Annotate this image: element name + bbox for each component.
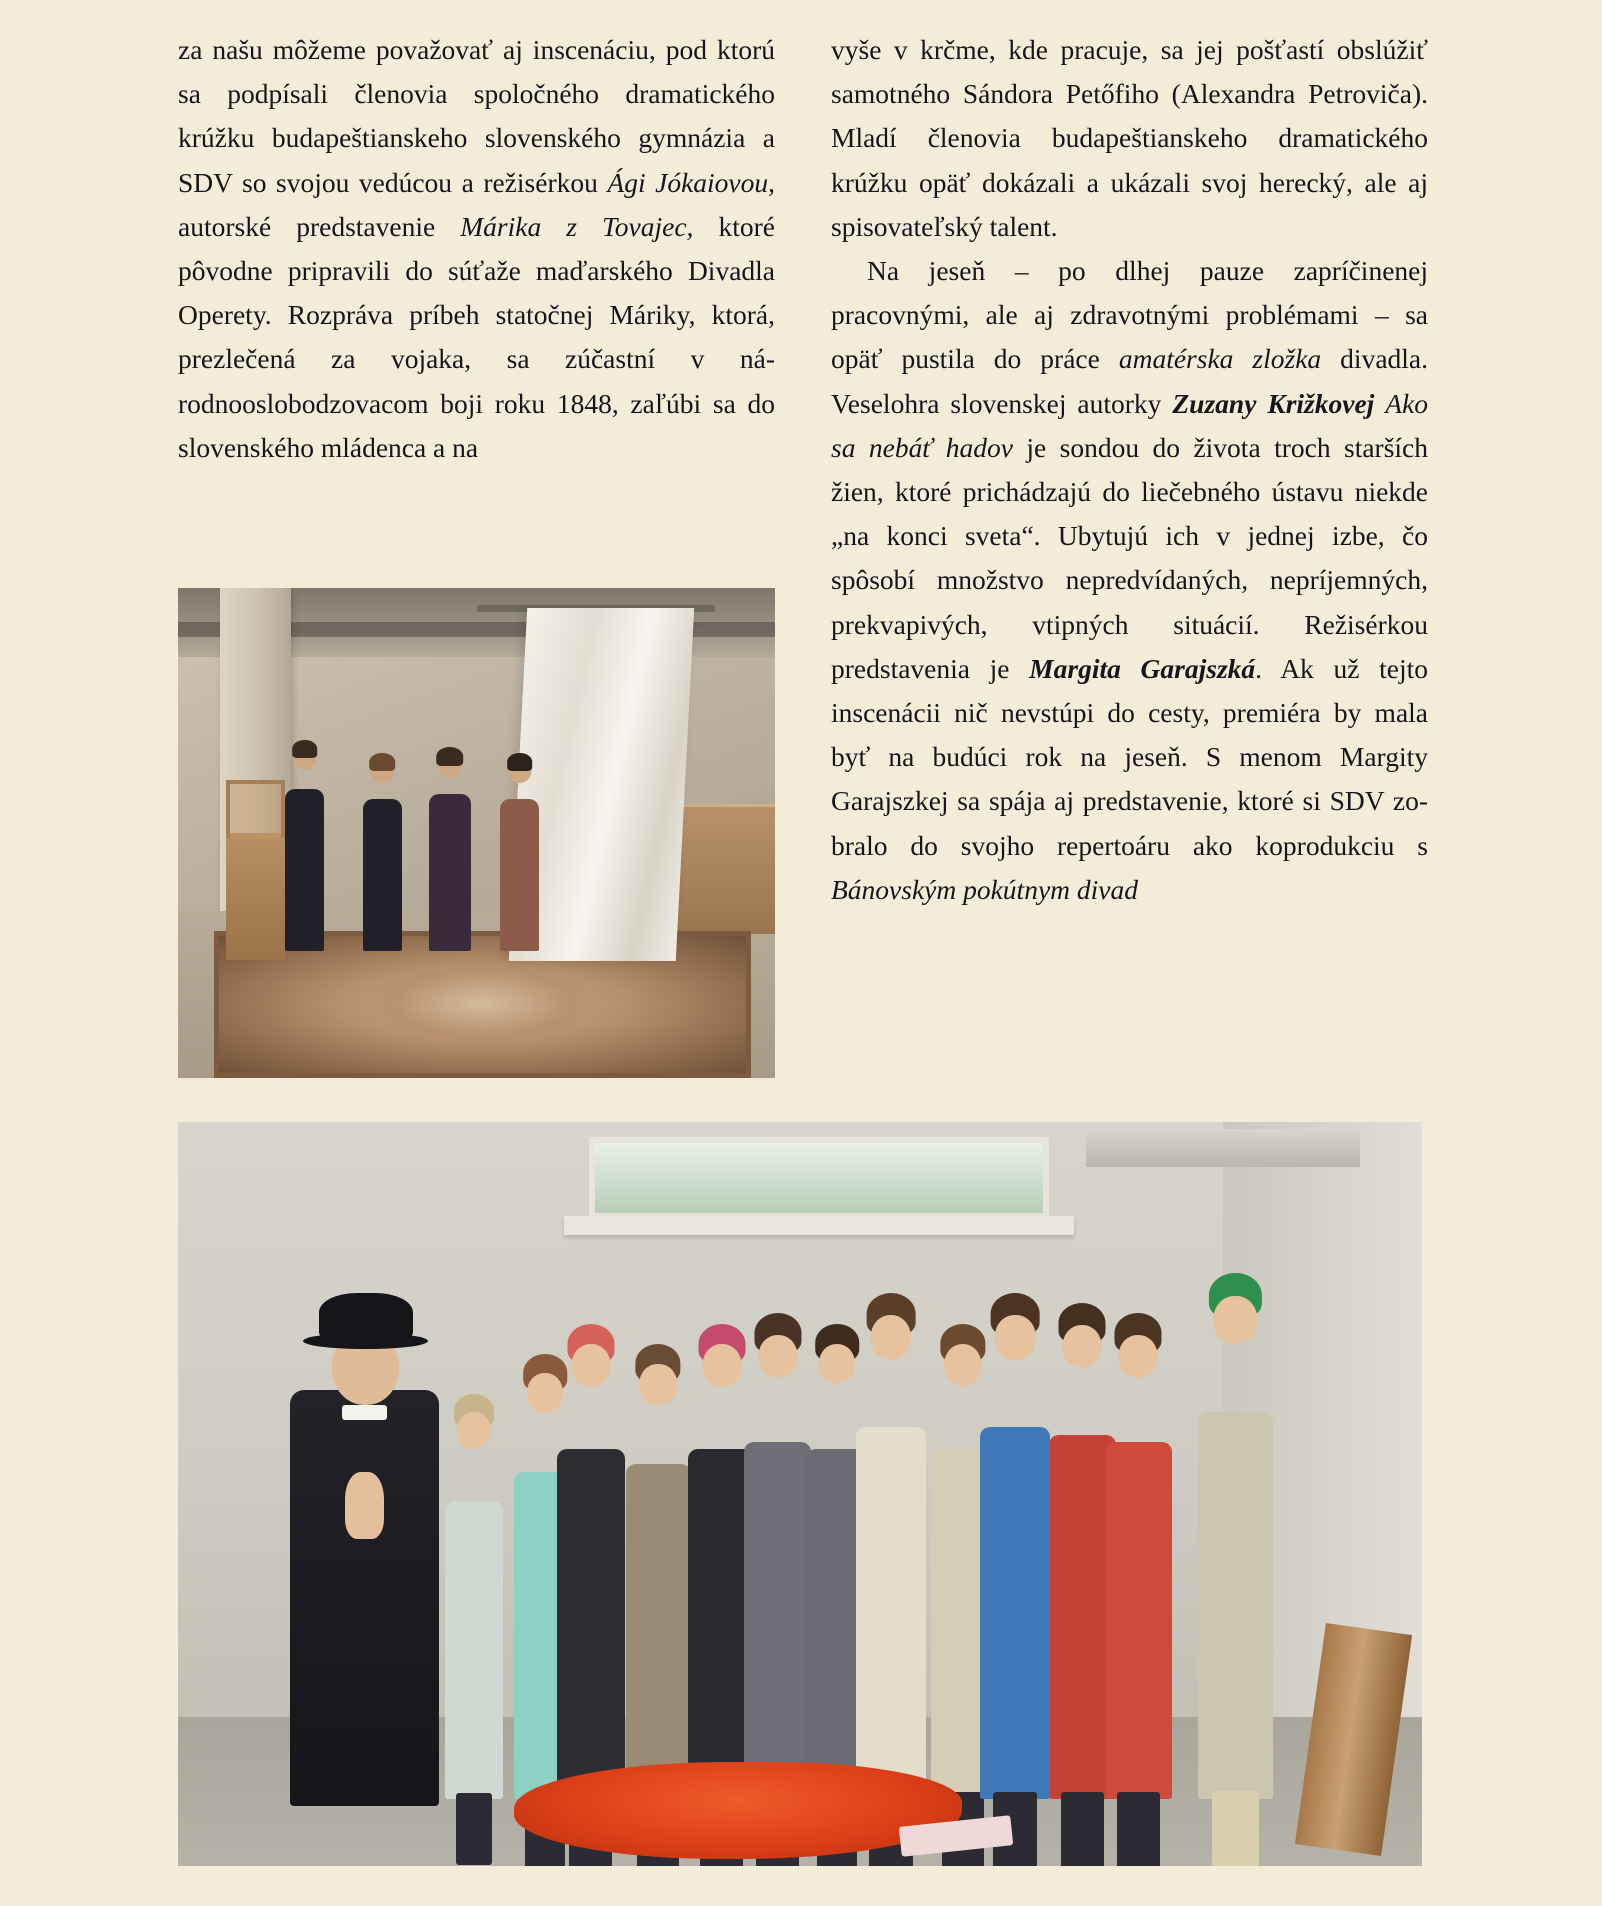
- group-performance-photo: [178, 1122, 1422, 1866]
- photo-child-head: [819, 1344, 855, 1384]
- photo-child-head: [1063, 1325, 1102, 1368]
- right-column: [831, 28, 1428, 912]
- photo-child-actor: [980, 1427, 1050, 1799]
- photo-lead-actor-hands: [345, 1472, 385, 1539]
- photo-child-actor: [1105, 1442, 1172, 1799]
- photo-actor: [500, 799, 539, 951]
- photo-child-head: [871, 1315, 911, 1359]
- rehearsal-photo: [178, 588, 775, 1078]
- photo-actor: [429, 794, 471, 951]
- photo-child-actor: [856, 1427, 926, 1799]
- text-run: [1374, 388, 1385, 419]
- text-run-italic: Bánovským pokútnym divad: [831, 873, 1138, 905]
- photo-child-actor: [1198, 1412, 1273, 1799]
- photo-chair: [226, 833, 286, 960]
- text-run-italic: Ági Jókaiovou,: [607, 166, 775, 198]
- photo-actor-hair: [370, 753, 396, 771]
- text-run-bold-italic: Margita Garajszká: [1029, 652, 1256, 684]
- photo-window: [589, 1137, 1049, 1219]
- photo-child-actor: [557, 1449, 624, 1799]
- photo-child-head: [995, 1315, 1035, 1359]
- paragraph-right-2: [831, 249, 1428, 912]
- photo-window-sill: [564, 1216, 1074, 1235]
- photo-shelf: [1086, 1129, 1360, 1166]
- text-run: Na jeseň – po dlhej pauze zapríčinenej pracovnými, ale aj zdravotnými problémami – sa opäť pustila do práce: [831, 255, 1428, 375]
- photo-actor-hair: [436, 747, 464, 766]
- photo-actor-hair: [292, 740, 318, 758]
- text-run-bold-italic: Zuzany Križkovej: [1172, 387, 1375, 419]
- photo-actor: [285, 789, 324, 951]
- photo-lead-actor-hat: [319, 1293, 414, 1341]
- photo-child-head: [457, 1412, 490, 1448]
- photo-child-head: [1214, 1296, 1257, 1344]
- photo-actor-hair: [507, 753, 533, 771]
- paragraph-left-1: [178, 28, 775, 470]
- photo-child-head: [758, 1335, 797, 1378]
- photo-actor: [363, 799, 402, 951]
- photo-child-legs: [1117, 1792, 1160, 1866]
- text-run-italic: Ako sa nebáť hadov: [831, 387, 1429, 463]
- text-run: ktoré pôvodne pripravili do súťaže maďarského Divadla Operety. Rozpráva príbeh statočnej Máriky, ktorá, prezlečená za vojaka, sa zúčastní v národnooslobodzovacom boji roku 1848, zaľúbi sa do slovenského mládenca a na: [178, 210, 775, 463]
- text-run: . Ak už tejto inscenácii nič nevstúpi do cesty, premiéra by mala byť na budúci rok na jeseň. S menom Margity Garajszkej sa spája aj predstavenie, ktoré si SDV zobralo do svojho repertoáru ako koprodukciu s: [831, 652, 1428, 861]
- photo-lead-actor-collar: [342, 1405, 387, 1420]
- photo-child-actor: [445, 1501, 502, 1799]
- text-run-italic: Márika z Tovajec,: [460, 210, 694, 242]
- text-run: vyše v krčme, kde pracuje, sa jej pošťastí obslúžiť samotného Sándora Petőfiho (Alexandra Petroviča). Mladí členovia budapeštianskeho dramatického krúžku opäť dokázali a ukázali svoj herecký, ale aj spisovateľský talent.: [831, 34, 1428, 242]
- photo-child-head: [639, 1364, 677, 1405]
- photo-lead-actor-coat: [290, 1390, 439, 1807]
- photo-child-legs: [1212, 1791, 1260, 1866]
- photo-child-head: [702, 1344, 741, 1387]
- text-run: autorské predstavenie: [178, 210, 461, 242]
- text-run: divadla. Veselohra slovenskej autorky: [831, 343, 1428, 419]
- text-run: je sondou do života troch starších žien, ktoré prichádzajú do liečebného ústavu niekde „na konci sveta“. Ubytujú ich v jednej izbe, čo spôsobí množstvo nepredvídaných, nepríjemných, prekvapivých, vtipných situácií. Režisérkou predstavenia je: [831, 431, 1428, 684]
- photo-child-head: [1119, 1335, 1158, 1378]
- photo-child-actor: [744, 1442, 811, 1799]
- text-run: za našu môžeme považovať aj inscenáciu, pod ktorú sa podpísali členovia spoločného dramatického krúžku budapeštianskeho slovenského gymnázia a SDV so svojou vedúcou a režisérkou: [178, 34, 775, 198]
- photo-child-legs: [456, 1793, 493, 1864]
- photo-child-legs: [1061, 1792, 1104, 1866]
- photo-child-head: [572, 1344, 611, 1387]
- paragraph-right-1: [831, 28, 1428, 249]
- photo-red-cloth: [514, 1762, 962, 1859]
- photo-child-head: [944, 1344, 982, 1385]
- photo-child-actor: [626, 1464, 691, 1799]
- text-run-italic: amatérska zložka: [1118, 343, 1322, 375]
- photo-child-head: [527, 1373, 563, 1413]
